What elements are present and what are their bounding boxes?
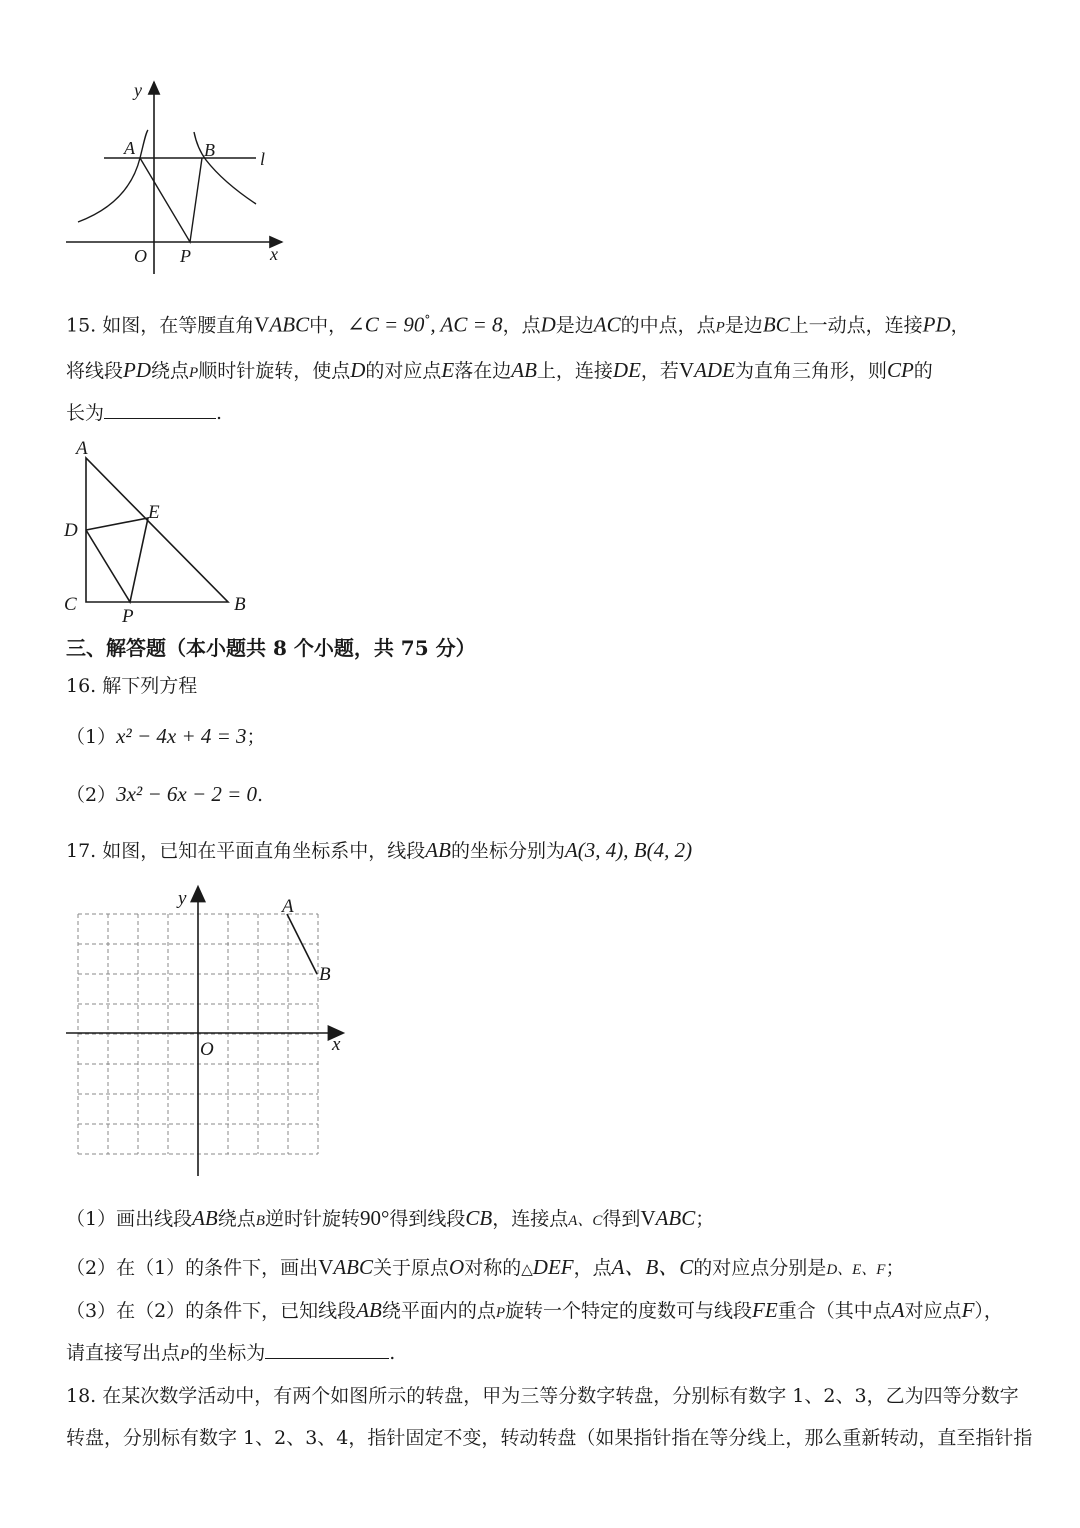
label-x: x	[332, 1034, 341, 1055]
label-x: x	[270, 244, 278, 264]
label-y: y	[178, 888, 187, 909]
q17-sub3: （3）在（2）的条件下，已知线段AB绕平面内的点P旋转一个特定的度数可与线段FE重合（其中点A对应点F），	[66, 1298, 1003, 1322]
q15-line3: 长为 .	[66, 402, 223, 424]
label-E: E	[148, 502, 160, 523]
label-O: O	[134, 246, 147, 266]
segment-APB	[140, 158, 202, 242]
label-P: P	[180, 246, 191, 266]
q16-part1: （1）x² − 4x + 4 = 3；	[66, 724, 266, 748]
label-A: A	[76, 438, 88, 459]
q15-line2: 将线段PD绕点P顺时针旋转，使点D的对应点E落在边AB上，连接DE，若VADE为直角三角形，则CP的	[66, 358, 933, 382]
q18-line1: 18. 在某次数学活动中，有两个如图所示的转盘，甲为三等分数字转盘，分别标有数字 1、2、3，乙为四等分数字	[66, 1385, 1019, 1407]
label-y: y	[134, 80, 142, 100]
label-P: P	[122, 606, 134, 626]
label-D: D	[64, 520, 78, 541]
q17-sub2: （2）在（1）的条件下，画出VABC关于原点O对称的△DEF，点A、B、C的对应点分别是D、E、F；	[66, 1255, 905, 1279]
q17-sub3-line2: 请直接写出点P的坐标为 .	[66, 1342, 396, 1364]
label-O: O	[200, 1039, 214, 1060]
segments-DEPD	[86, 518, 148, 602]
label-B: B	[234, 594, 246, 615]
label-C: C	[64, 594, 77, 615]
q16-part2: （2）3x² − 6x − 2 = 0.	[66, 782, 264, 806]
figure-q17	[60, 880, 360, 1180]
q17-line: 17. 如图，已知在平面直角坐标系中，线段AB的坐标分别为A(3, 4), B(4, 2)	[66, 838, 693, 862]
label-l: l	[260, 149, 266, 169]
label-A: A	[124, 138, 135, 158]
label-A: A	[282, 896, 294, 917]
label-B: B	[204, 140, 215, 160]
section3-heading: 三、解答题（本小题共 8 个小题，共 75 分）	[66, 636, 476, 660]
figure-q14	[60, 70, 300, 275]
q15-line1: 15. 如图，在等腰直角VABC中，∠C = 90°, AC = 8，点D是边AC的中点，点P是边BC上一动点，连接PD，	[66, 312, 970, 337]
q17-sub1: （1）画出线段AB绕点B逆时针旋转90°得到线段CB，连接点A、C得到VABC；	[66, 1206, 715, 1230]
left-hyperbola	[78, 130, 148, 222]
answer-blank-q15	[104, 400, 216, 419]
figure-q15	[60, 436, 260, 626]
q16-line: 16. 解下列方程	[66, 675, 198, 697]
q18-line2: 转盘，分别标有数字 1、2、3、4，指针固定不变，转动转盘（如果指针指在等分线上，那么重新转动，直至指针指	[66, 1427, 1033, 1449]
triangle-ABC	[86, 458, 228, 602]
answer-blank-q17	[265, 1340, 389, 1359]
label-B: B	[319, 964, 331, 985]
